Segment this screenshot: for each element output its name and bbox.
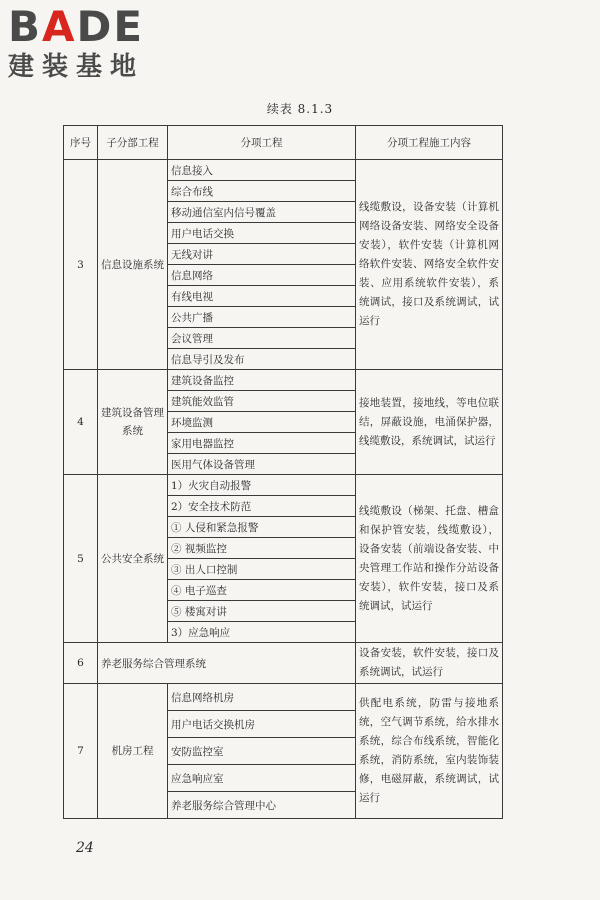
item-cell: 信息网络: [168, 265, 356, 286]
header-subdivision: 子分部工程: [98, 126, 168, 160]
header-number: 序号: [64, 126, 98, 160]
item-cell: ② 视频监控: [168, 538, 356, 559]
item-cell: 建筑能效监管: [168, 391, 356, 412]
item-cell: 建筑设备监控: [168, 370, 356, 391]
subdivision-cell: 信息设施系统: [98, 160, 168, 370]
item-cell: 信息接入: [168, 160, 356, 181]
item-cell: ⑤ 楼寓对讲: [168, 601, 356, 622]
header-content: 分项工程施工内容: [356, 126, 503, 160]
item-cell: ③ 出人口控制: [168, 559, 356, 580]
subdivision-cell: 机房工程: [98, 684, 168, 819]
item-cell: 3）应急响应: [168, 622, 356, 643]
table-caption: 续表 8.1.3: [266, 102, 334, 116]
table-row: [64, 684, 503, 711]
item-cell: 综合布线: [168, 181, 356, 202]
item-cell: 用户电话交换机房: [168, 711, 356, 738]
table-row: [64, 475, 503, 496]
logo-subtitle: 建装基地: [8, 52, 145, 82]
item-cell: 2）安全技术防范: [168, 496, 356, 517]
table-row: [64, 160, 503, 181]
table-header-row: [64, 126, 503, 160]
content-cell: 供配电系统，防雷与接地系统，空气调节系统，给水排水系统，综合布线系统，智能化系统，消防系统，室内装饰装修，电磁屏蔽，系统调试，试运行: [356, 684, 503, 819]
item-cell: 环境监测: [168, 412, 356, 433]
table-row: [64, 643, 503, 684]
item-cell: 1）火灾自动报警: [168, 475, 356, 496]
subdivision-cell: 公共安全系统: [98, 475, 168, 643]
item-cell: ④ 电子巡查: [168, 580, 356, 601]
row-number: 5: [64, 475, 98, 643]
item-cell: 信息网络机房: [168, 684, 356, 711]
item-cell: 医用气体设备管理: [168, 454, 356, 475]
row-number: 4: [64, 370, 98, 475]
header-item: 分项工程: [168, 126, 356, 160]
item-cell: 养老服务综合管理中心: [168, 792, 356, 819]
item-cell: 会议管理: [168, 328, 356, 349]
merged-item-cell: 养老服务综合管理系统: [98, 643, 356, 684]
content-cell: 线缆敷设，设备安装（计算机网络设备安装、网络安全设备安装），软件安装（计算机网络软件安装、网络安全软件安装、应用系统软件安装），系统调试，接口及系统调试，试运行: [356, 160, 503, 370]
table-row: [64, 370, 503, 391]
item-cell: 公共广播: [168, 307, 356, 328]
row-number: 3: [64, 160, 98, 370]
item-cell: 无线对讲: [168, 244, 356, 265]
item-cell: 家用电器监控: [168, 433, 356, 454]
logo-wordmark: BADE: [8, 2, 145, 51]
item-cell: 应急响应室: [168, 765, 356, 792]
content-cell: 接地装置，接地线，等电位联结，屏蔽设施，电涌保护器，线缆敷设，系统调试，试运行: [356, 370, 503, 475]
item-cell: 安防监控室: [168, 738, 356, 765]
page-number: 24: [76, 840, 94, 856]
content-cell: 设备安装，软件安装，接口及系统调试，试运行: [356, 643, 503, 684]
row-number: 6: [64, 643, 98, 684]
item-cell: 移动通信室内信号覆盖: [168, 202, 356, 223]
item-cell: 有线电视: [168, 286, 356, 307]
content-cell: 线缆敷设（梯架、托盘、槽盒和保护管安装，线缆敷设），设备安装（前端设备安装、中央管理工作站和操作分站设备安装），软件安装，接口及系统调试，试运行: [356, 475, 503, 643]
subdivision-cell: 建筑设备管理系统: [98, 370, 168, 475]
brand-logo: [8, 4, 144, 82]
row-number: 7: [64, 684, 98, 819]
construction-table: [63, 125, 503, 819]
item-cell: 用户电话交换: [168, 223, 356, 244]
item-cell: ① 人侵和紧急报警: [168, 517, 356, 538]
item-cell: 信息导引及发布: [168, 349, 356, 370]
